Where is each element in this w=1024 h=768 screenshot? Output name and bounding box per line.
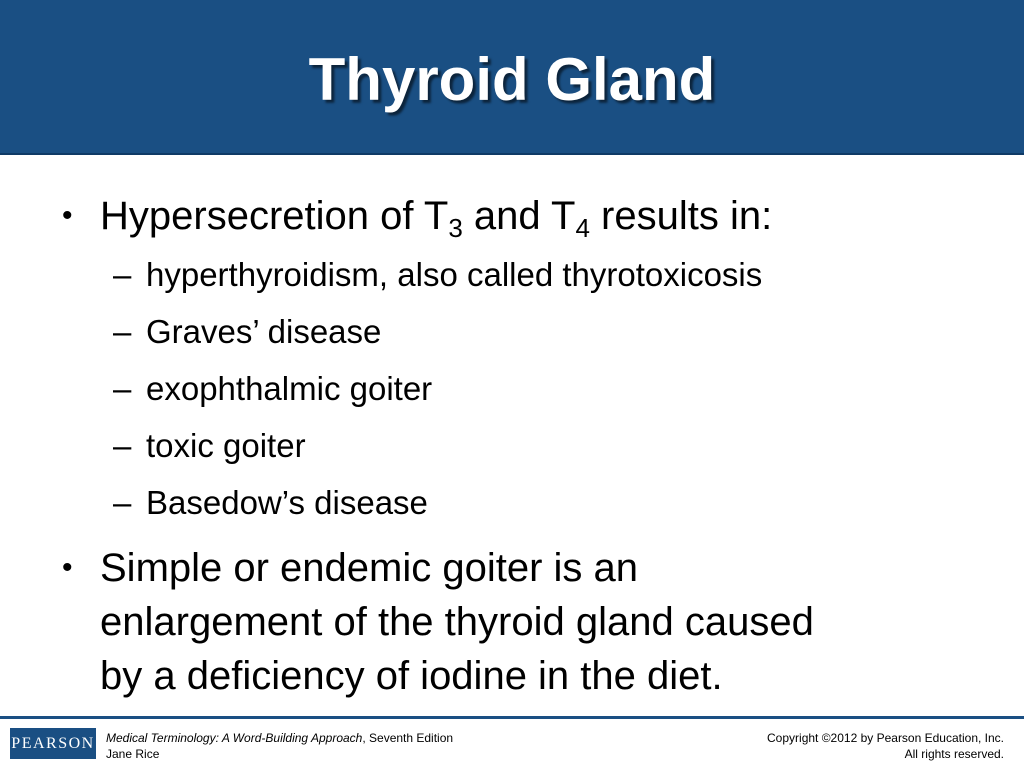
copyright-line: Copyright ©2012 by Pearson Education, Inc. xyxy=(767,731,1004,745)
sub-bullet-text: hyperthyroidism, also called thyrotoxicosis xyxy=(146,256,763,293)
dash-marker: – xyxy=(113,256,132,293)
book-title-line xyxy=(106,730,453,746)
title-bar xyxy=(0,0,1024,155)
t3-subscript: 3 xyxy=(448,213,463,243)
dash-marker: – xyxy=(113,484,132,521)
t4-subscript: 4 xyxy=(575,213,590,243)
dash-marker: – xyxy=(113,427,132,464)
book-citation xyxy=(106,730,453,762)
sub-bullet-text: exophthalmic goiter xyxy=(146,370,433,407)
dash-marker: – xyxy=(113,370,132,407)
book-title: Medical Terminology: A Word-Building Approach xyxy=(106,731,363,745)
bullet-text xyxy=(100,192,773,243)
rights-line: All rights reserved. xyxy=(904,747,1004,761)
copyright-notice xyxy=(767,730,1004,762)
slide-title: Thyroid Gland xyxy=(308,46,716,113)
sub-bullet-text: toxic goiter xyxy=(146,427,306,464)
sub-bullet-text: Graves’ disease xyxy=(146,313,382,350)
bullet-line: by a deficiency of iodine in the diet. xyxy=(100,654,723,698)
bullet-text-part: results in: xyxy=(589,194,773,238)
sub-bullet-text: Basedow’s disease xyxy=(146,484,428,521)
book-author: Jane Rice xyxy=(106,747,160,761)
bullet-line: enlargement of the thyroid gland caused xyxy=(100,600,814,644)
pearson-logo: PEARSON xyxy=(10,728,96,759)
bullet-line: Simple or endemic goiter is an xyxy=(100,546,639,590)
book-edition: , Seventh Edition xyxy=(362,731,454,745)
footer xyxy=(0,719,1024,768)
bullet-marker: • xyxy=(62,551,73,584)
bullet-marker: • xyxy=(62,199,73,232)
bullet-text-part: and T xyxy=(462,194,576,238)
bullet-text-part: Hypersecretion of T xyxy=(100,194,449,238)
dash-marker: – xyxy=(113,313,132,350)
